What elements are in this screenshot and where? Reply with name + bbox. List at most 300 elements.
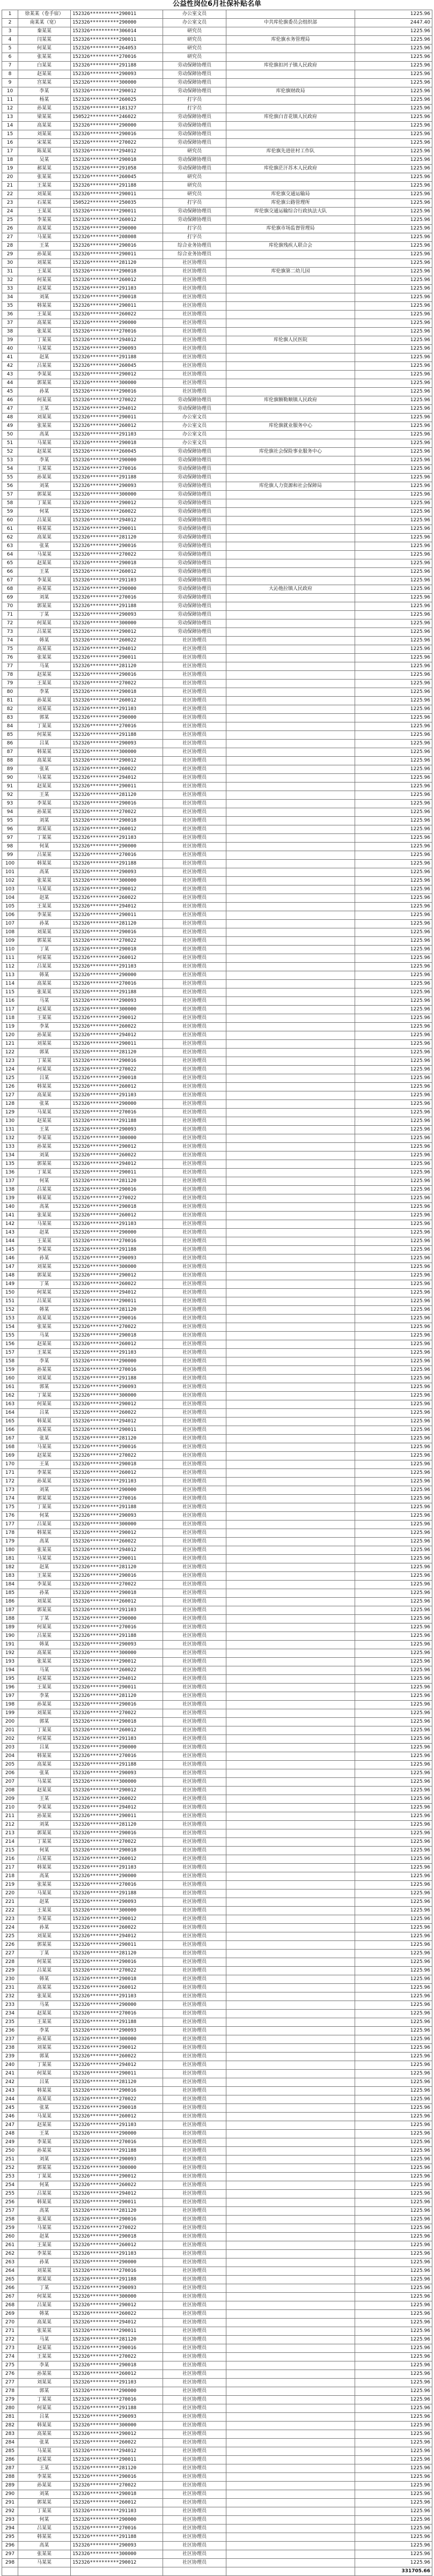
person-name: 郭某某 (18, 2276, 71, 2284)
person-name: 丁某 (18, 1950, 71, 1958)
row-number: 201 (2, 1726, 18, 1735)
department (226, 1229, 355, 1237)
department (226, 1718, 355, 1726)
job-title: 社区协理员 (163, 1992, 226, 2001)
subsidy-amount: 1225.96 (355, 1907, 432, 1915)
job-title: 社区协理员 (163, 1649, 226, 1658)
person-name: 高某某 (18, 1984, 71, 1992)
person-name: 王某某 (18, 1684, 71, 1692)
table-row (2, 1847, 432, 1855)
subsidy-amount: 1225.96 (355, 2319, 432, 2327)
row-number: 117 (2, 1006, 18, 1014)
table-row (2, 1357, 432, 1366)
id-number: 152326**********260045 (71, 173, 163, 182)
row-number: 113 (2, 971, 18, 980)
person-name: 何某某 (18, 396, 71, 405)
job-title: 社区协理员 (163, 1383, 226, 1392)
row-number: 20 (2, 173, 18, 182)
job-title: 社区协理员 (163, 2190, 226, 2198)
department (226, 1761, 355, 1769)
department (226, 499, 355, 508)
row-number: 219 (2, 1881, 18, 1889)
id-number: 152326**********260025 (71, 96, 163, 105)
department (226, 963, 355, 971)
person-name: 孙某某 (18, 1812, 71, 1821)
table-row (2, 1246, 432, 1254)
person-name: 郭某某 (18, 1495, 71, 1503)
job-title: 办公室文员 (163, 431, 226, 439)
subsidy-amount: 1225.96 (355, 722, 432, 731)
department (226, 1392, 355, 1400)
job-title: 劳动保障协理员 (163, 577, 226, 585)
person-name: 韩某 (18, 637, 71, 645)
department (226, 1512, 355, 1520)
job-title: 社区协理员 (163, 1898, 226, 1907)
table-row (2, 1091, 432, 1100)
subsidy-amount: 1225.96 (355, 1581, 432, 1589)
id-number: 152326**********291188 (71, 2147, 163, 2156)
id-number: 152326**********291103 (71, 2507, 163, 2516)
table-row (2, 1709, 432, 1718)
department (226, 705, 355, 714)
person-name: 赵某 (18, 1229, 71, 1237)
job-title: 社区协理员 (163, 1632, 226, 1641)
id-number: 152326**********290018 (71, 1460, 163, 1469)
id-number: 152326**********270016 (71, 2525, 163, 2533)
row-number: 120 (2, 1031, 18, 1040)
person-name: 韩某某 (18, 1418, 71, 1426)
id-number: 152326**********291188 (71, 1503, 163, 1512)
person-name: 何某某 (18, 619, 71, 628)
department (226, 825, 355, 834)
table-row (2, 585, 432, 594)
department (226, 2559, 355, 2567)
subsidy-amount: 1225.96 (355, 2387, 432, 2396)
job-title: 社区协理员 (163, 1126, 226, 1134)
department (226, 2233, 355, 2241)
table-row (2, 2542, 432, 2550)
row-number: 96 (2, 825, 18, 834)
row-number: 70 (2, 602, 18, 611)
table-row (2, 1675, 432, 1684)
person-name: 李某某 (18, 1581, 71, 1589)
department (226, 920, 355, 928)
row-number: 11 (2, 96, 18, 105)
department (226, 53, 355, 62)
job-title: 研究员 (163, 190, 226, 199)
person-name: 马某某 (18, 1889, 71, 1898)
row-number: 132 (2, 1134, 18, 1143)
id-number: 152326**********290016 (71, 928, 163, 937)
job-title: 社区协理员 (163, 946, 226, 954)
job-title: 社区协理员 (163, 1623, 226, 1632)
subsidy-amount: 1225.96 (355, 216, 432, 225)
table-row (2, 2301, 432, 2310)
department (226, 10, 355, 19)
table-row (2, 431, 432, 439)
row-number: 158 (2, 1357, 18, 1366)
table-row (2, 1864, 432, 1872)
department: 库伦旗交通运输综合行政执法大队 (226, 208, 355, 216)
row-number: 211 (2, 1812, 18, 1821)
job-title: 社区协理员 (163, 2104, 226, 2113)
job-title: 社区协理员 (163, 2456, 226, 2464)
table-row (2, 1220, 432, 1229)
id-number: 152326**********270022 (71, 1709, 163, 1718)
table-row (2, 1478, 432, 1486)
person-name: 李某某 (18, 1134, 71, 1143)
subsidy-amount: 1225.96 (355, 2482, 432, 2490)
department (226, 2216, 355, 2224)
id-number: 152326**********270022 (71, 139, 163, 147)
id-number: 152326**********290000 (71, 456, 163, 465)
job-title: 社区协理员 (163, 860, 226, 868)
department (226, 1169, 355, 1177)
department (226, 353, 355, 362)
subsidy-amount: 1225.96 (355, 1134, 432, 1143)
person-name: 高某某 (18, 122, 71, 130)
department (226, 2061, 355, 2070)
row-number: 101 (2, 868, 18, 877)
job-title: 社区协理员 (163, 1109, 226, 1117)
table-row (2, 1392, 432, 1400)
subsidy-amount: 1225.96 (355, 1315, 432, 1323)
job-title: 社区协理员 (163, 2156, 226, 2164)
row-number: 246 (2, 2113, 18, 2121)
job-title: 社区协理员 (163, 2087, 226, 2095)
department (226, 1572, 355, 1581)
person-name: 孙某某 (18, 1478, 71, 1486)
table-row (2, 1795, 432, 1804)
person-name: 韩某 (18, 1306, 71, 1315)
subsidy-amount: 1225.96 (355, 1872, 432, 1881)
id-number: 152326**********290016 (71, 1701, 163, 1709)
table-row (2, 2181, 432, 2190)
id-number: 152326**********290018 (71, 2490, 163, 2499)
subsidy-amount: 1225.96 (355, 1632, 432, 1641)
department (226, 1623, 355, 1632)
job-title: 社区协理员 (163, 276, 226, 285)
person-name: 刘某某 (18, 928, 71, 937)
row-number: 254 (2, 2181, 18, 2190)
subsidy-amount: 1225.96 (355, 379, 432, 388)
id-number: 152326**********294012 (71, 2447, 163, 2456)
row-number: 253 (2, 2173, 18, 2181)
department (226, 2053, 355, 2061)
table-row (2, 439, 432, 448)
person-name: 秦某某 (18, 27, 71, 36)
person-name: 郭某某 (18, 1272, 71, 1280)
subsidy-amount: 1225.96 (355, 1306, 432, 1315)
id-number: 152326**********294012 (71, 2319, 163, 2327)
table-row (2, 1332, 432, 1340)
department (226, 1907, 355, 1915)
table-row (2, 371, 432, 379)
department (226, 1615, 355, 1623)
department (226, 2087, 355, 2095)
table-row (2, 242, 432, 250)
job-title: 社区协理员 (163, 1340, 226, 1349)
job-title: 社区协理员 (163, 2053, 226, 2061)
department (226, 285, 355, 293)
row-number: 179 (2, 1538, 18, 1546)
row-number: 109 (2, 937, 18, 946)
id-number: 152326**********290018 (71, 439, 163, 448)
job-title: 社区协理员 (163, 2336, 226, 2344)
subsidy-amount: 1225.96 (355, 1435, 432, 1443)
job-title: 社区协理员 (163, 1744, 226, 1752)
table-row (2, 1169, 432, 1177)
row-number: 274 (2, 2353, 18, 2361)
id-number: 152326**********291103 (71, 1606, 163, 1615)
subsidy-amount: 1225.96 (355, 1975, 432, 1984)
person-name: 王某 (18, 1460, 71, 1469)
department (226, 431, 355, 439)
job-title: 社区协理员 (163, 2507, 226, 2516)
job-title: 劳动保障协理员 (163, 568, 226, 577)
subsidy-amount: 1225.96 (355, 1186, 432, 1194)
job-title: 劳动保障协理员 (163, 122, 226, 130)
job-title: 社区协理员 (163, 1478, 226, 1486)
person-name: 马某 (18, 1666, 71, 1675)
id-number: 152326**********291188 (71, 2404, 163, 2413)
subsidy-amount: 1225.96 (355, 2095, 432, 2104)
department (226, 1177, 355, 1186)
table-row (2, 1529, 432, 1538)
subsidy-amount: 1225.96 (355, 1254, 432, 1263)
table-row (2, 1838, 432, 1847)
person-name: 郭某 (18, 1718, 71, 1726)
table-row (2, 817, 432, 825)
person-name: 赵某 (18, 2233, 71, 2241)
department (226, 465, 355, 474)
person-name: 吕某某 (18, 362, 71, 371)
table-row (2, 1898, 432, 1907)
job-title: 社区协理员 (163, 1443, 226, 1452)
table-row (2, 2336, 432, 2344)
department: 库伦旗扣河子镇人民政府 (226, 62, 355, 70)
subsidy-amount: 1225.96 (355, 868, 432, 877)
subsidy-amount: 1225.96 (355, 1709, 432, 1718)
subsidy-amount: 1225.96 (355, 139, 432, 147)
row-number: 62 (2, 534, 18, 542)
table-row (2, 2070, 432, 2078)
id-number: 152326**********290016 (71, 1958, 163, 1967)
job-title: 社区协理员 (163, 2198, 226, 2207)
table-row (2, 834, 432, 843)
person-name: 张某某 (18, 2550, 71, 2559)
table-row (2, 1315, 432, 1323)
id-number: 152326**********291103 (71, 1992, 163, 2001)
subsidy-amount: 1225.96 (355, 1941, 432, 1950)
job-title: 社区协理员 (163, 1289, 226, 1297)
id-number: 152326**********291103 (71, 963, 163, 971)
row-number: 99 (2, 851, 18, 860)
job-title: 社区协理员 (163, 2464, 226, 2473)
table-row (2, 946, 432, 954)
job-title: 社区协理员 (163, 1031, 226, 1040)
subsidy-amount: 1225.96 (355, 1864, 432, 1872)
person-name: 王某 (18, 1795, 71, 1804)
job-title: 社区协理员 (163, 783, 226, 791)
table-row (2, 1975, 432, 1984)
department (226, 894, 355, 903)
subsidy-amount: 1225.96 (355, 2224, 432, 2233)
id-number: 152326**********290018 (71, 156, 163, 165)
person-name: 刘某某 (18, 1598, 71, 1606)
department (226, 2439, 355, 2447)
row-number: 249 (2, 2138, 18, 2147)
id-number: 152326**********290093 (71, 2413, 163, 2422)
id-number: 152326**********290012 (71, 87, 163, 96)
subsidy-amount: 1225.96 (355, 1100, 432, 1109)
job-title: 社区协理员 (163, 2241, 226, 2250)
department: 库伦旗残疾人联合会 (226, 242, 355, 250)
table-row (2, 1684, 432, 1692)
job-title: 劳动保障协理员 (163, 585, 226, 594)
id-number: 152326**********260012 (71, 2499, 163, 2507)
person-name: 韩某某 (18, 1194, 71, 1203)
job-title: 社区协理员 (163, 1726, 226, 1735)
job-title: 社区协理员 (163, 1598, 226, 1606)
row-number: 252 (2, 2164, 18, 2173)
table-row (2, 748, 432, 757)
id-number: 152326**********260022 (71, 1666, 163, 1675)
person-name: 吕某某 (18, 1297, 71, 1306)
department (226, 568, 355, 577)
id-number: 152326**********291188 (71, 602, 163, 611)
department (226, 456, 355, 465)
table-row (2, 1872, 432, 1881)
table-row (2, 328, 432, 336)
table-row (2, 800, 432, 808)
subsidy-amount: 1225.96 (355, 585, 432, 594)
department (226, 602, 355, 611)
row-number: 205 (2, 1761, 18, 1769)
id-number: 152326**********291188 (71, 182, 163, 190)
table-row (2, 971, 432, 980)
job-title: 社区协理员 (163, 1581, 226, 1589)
table-row (2, 980, 432, 988)
job-title: 社区协理员 (163, 2147, 226, 2156)
subsidy-amount: 1225.96 (355, 2198, 432, 2207)
row-number: 16 (2, 139, 18, 147)
subsidy-amount: 1225.96 (355, 2276, 432, 2284)
id-number: 152326**********260022 (71, 2439, 163, 2447)
department (226, 1203, 355, 1212)
table-row (2, 516, 432, 525)
job-title: 社区协理员 (163, 319, 226, 328)
subsidy-amount: 1225.96 (355, 431, 432, 439)
person-name: 丁某 (18, 1615, 71, 1623)
job-title: 社区协理员 (163, 1426, 226, 1435)
id-number: 152326**********294012 (71, 2061, 163, 2070)
person-name: 刘某某 (18, 259, 71, 268)
department (226, 1847, 355, 1855)
department (226, 1675, 355, 1684)
job-title: 社区协理员 (163, 2319, 226, 2327)
table-row (2, 79, 432, 87)
row-number: 97 (2, 834, 18, 843)
id-number: 152326**********300000 (71, 379, 163, 388)
subsidy-amount: 1225.96 (355, 448, 432, 456)
job-title: 社区协理员 (163, 1160, 226, 1169)
row-number: 218 (2, 1872, 18, 1881)
subsidy-amount: 1225.96 (355, 1589, 432, 1598)
row-number: 236 (2, 2027, 18, 2035)
department (226, 860, 355, 868)
department (226, 1735, 355, 1744)
person-name: 南某某（宽） (18, 19, 71, 27)
department (226, 2370, 355, 2379)
subsidy-amount: 1225.96 (355, 688, 432, 697)
row-number: 127 (2, 1091, 18, 1100)
department (226, 2267, 355, 2276)
department (226, 1752, 355, 1761)
id-number: 152326**********294012 (71, 2190, 163, 2198)
id-number: 152326**********260022 (71, 2181, 163, 2190)
subsidy-amount: 1225.96 (355, 2550, 432, 2559)
row-number: 244 (2, 2095, 18, 2104)
person-name: 刘某 (18, 482, 71, 491)
person-name: 赵某某 (18, 1787, 71, 1795)
person-name: 赵某某 (18, 2344, 71, 2353)
person-name: 韩某某 (18, 2422, 71, 2430)
subsidy-amount: 1225.96 (355, 1280, 432, 1289)
job-title: 办公室文员 (163, 439, 226, 448)
job-title: 社区协理员 (163, 2387, 226, 2396)
department (226, 577, 355, 585)
row-number: 212 (2, 1821, 18, 1829)
person-name: 马某某 (18, 1778, 71, 1787)
row-number: 175 (2, 1503, 18, 1512)
job-title: 社区协理员 (163, 1297, 226, 1306)
id-number: 152326**********290012 (71, 1658, 163, 1666)
row-number: 234 (2, 2010, 18, 2018)
table-row (2, 1924, 432, 1932)
person-name: 赵某某 (18, 1452, 71, 1460)
department (226, 1855, 355, 1864)
id-number: 152326**********260022 (71, 1538, 163, 1546)
id-number: 152326**********291103 (71, 1478, 163, 1486)
row-number: 38 (2, 328, 18, 336)
table-row (2, 534, 432, 542)
subsidy-amount: 1225.96 (355, 1641, 432, 1649)
row-number: 47 (2, 405, 18, 414)
row-number: 28 (2, 242, 18, 250)
department (226, 1340, 355, 1349)
subsidy-amount: 1225.96 (355, 1220, 432, 1229)
job-title: 社区协理员 (163, 834, 226, 843)
total-id-number (71, 2567, 163, 2576)
department (226, 971, 355, 980)
id-number: 152326**********260022 (71, 1280, 163, 1289)
id-number: 152326**********260045 (71, 362, 163, 371)
row-number: 187 (2, 1606, 18, 1615)
id-number: 152326**********290000 (71, 2258, 163, 2267)
department: 中共库伦旗委员会组织部 (226, 19, 355, 27)
person-name: 韩某某 (18, 1083, 71, 1091)
id-number: 152326**********290011 (71, 208, 163, 216)
person-name: 何某某 (18, 731, 71, 740)
job-title: 社区协理员 (163, 1941, 226, 1950)
job-title: 社区协理员 (163, 808, 226, 817)
department (226, 1529, 355, 1538)
table-row (2, 2319, 432, 2327)
job-title: 研究员 (163, 27, 226, 36)
row-number: 144 (2, 1237, 18, 1246)
subsidy-amount: 1225.96 (355, 1546, 432, 1555)
